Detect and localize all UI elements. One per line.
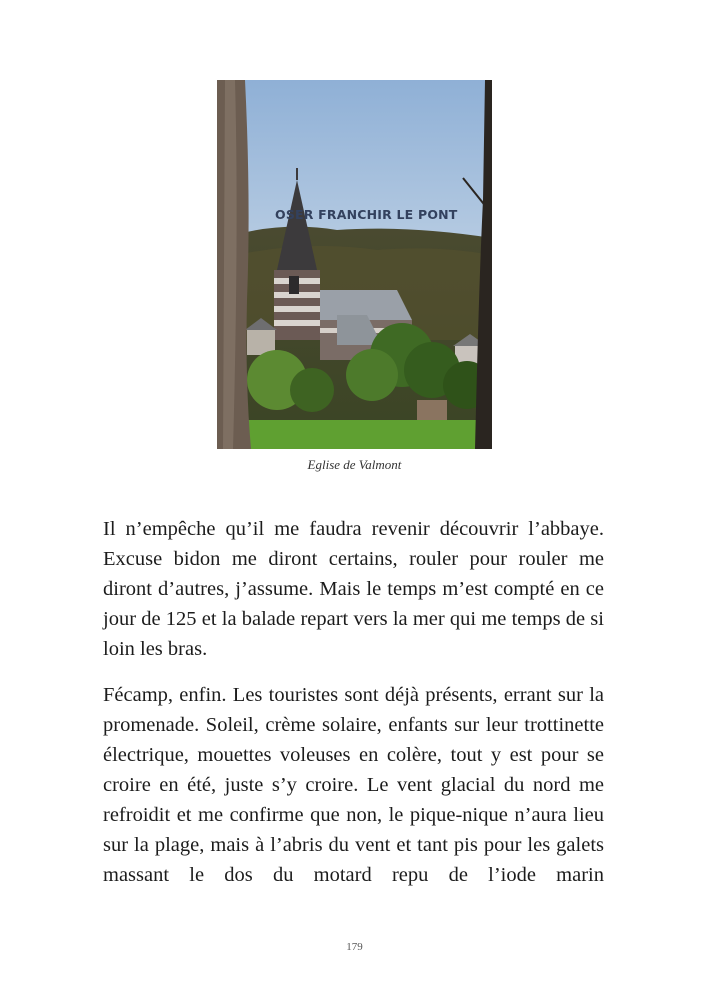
church-photo (217, 80, 492, 449)
meadow (217, 420, 492, 449)
photo-caption: Eglise de Valmont (307, 457, 402, 472)
body-paragraph: Il n’empêche qu’il me faudra revenir découvrir l’abbaye. Excuse bidon me diront certains, rouler pour rouler me diront d’autres, j’assume. Mais le temps m’est compté en ce jour de 125 et la balade repart vers la mer qui me temps de si loin les bras. (103, 518, 604, 660)
page-number: 179 (346, 941, 363, 953)
church-photo-image (217, 80, 492, 449)
body-paragraph: Fécamp, enfin. Les touristes sont déjà présents, errant sur la promenade. Soleil, crème solaire, enfants sur leur trottinette électrique, mouettes voleuses en colère, tout y est pour se croire en été, juste s’y croire. Le vent glacial du nord me refroidit et me confirme que non, le pique-nique n’aura lieu sur la plage, mais à l’abris du vent et tant pis pour les galets massant le dos du motard repu de l’iode marin (103, 684, 604, 886)
photo-title: OSER FRANCHIR LE PONT (275, 207, 458, 222)
